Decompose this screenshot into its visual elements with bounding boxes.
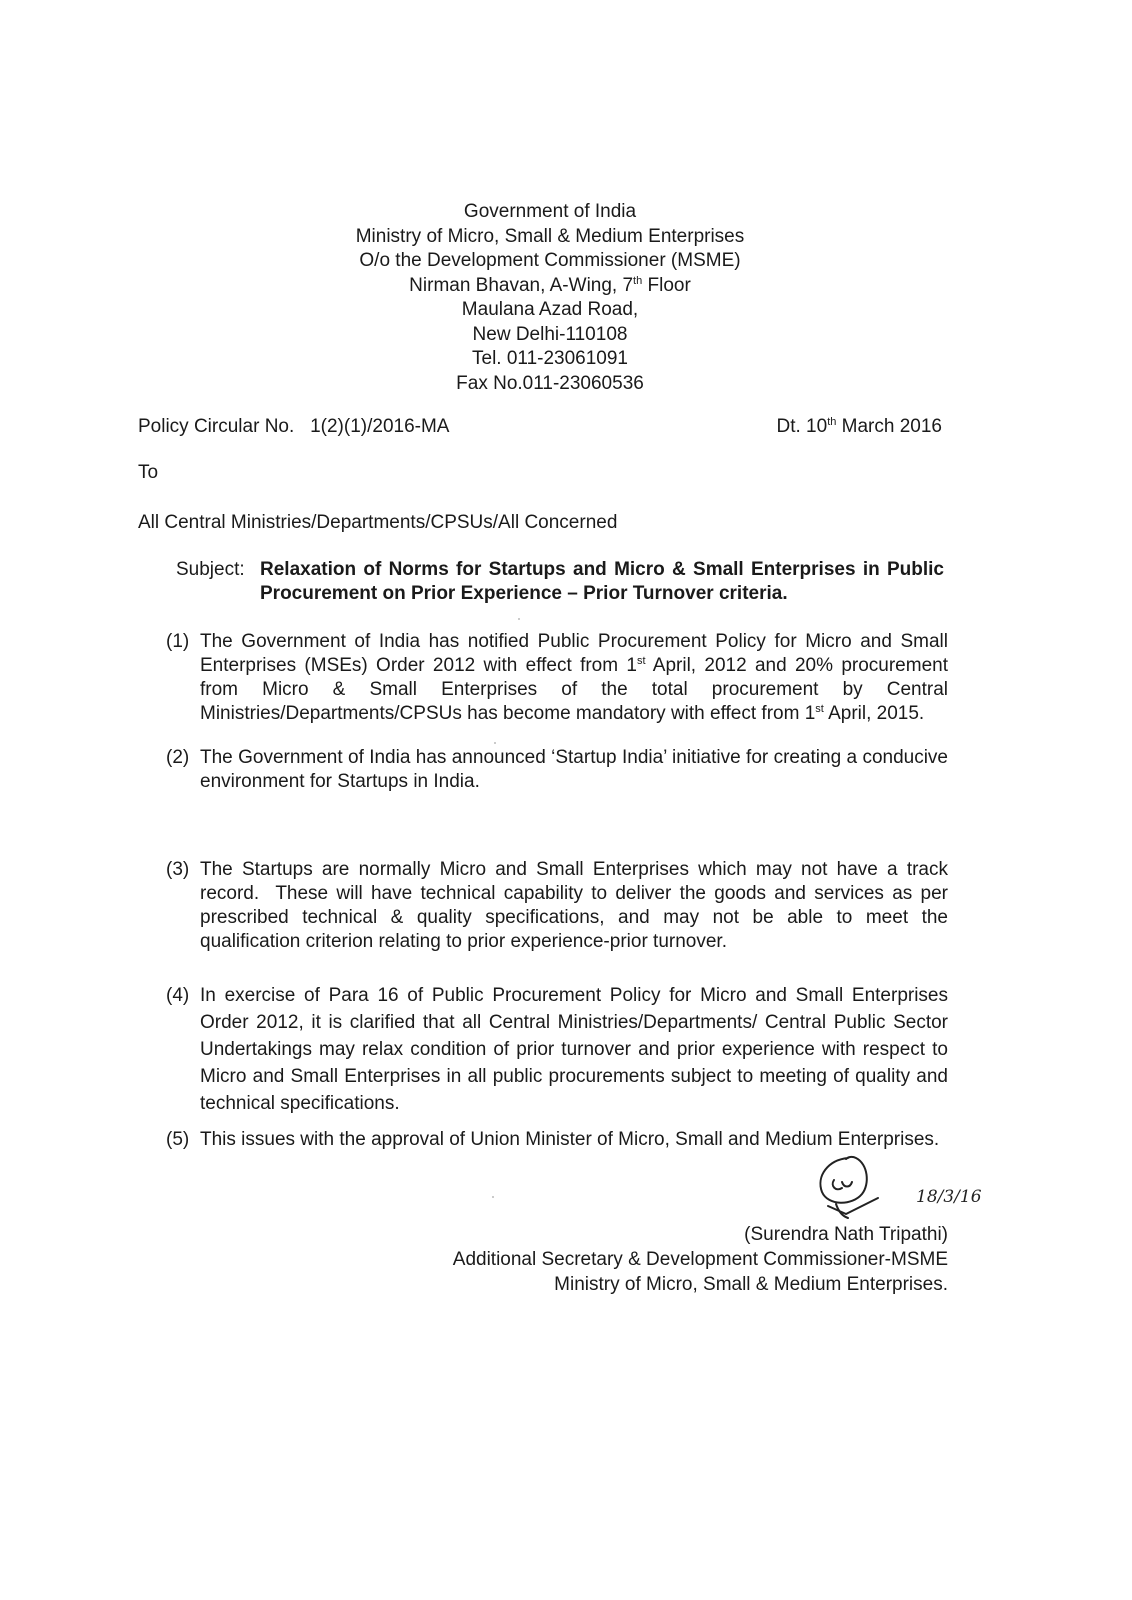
to-label: To [138,462,159,483]
date-month-year: March 2016 [836,416,942,437]
scan-speck [494,742,496,744]
paragraph-2 [166,746,948,794]
scan-speck [518,618,520,620]
paragraph-text: The Startups are normally Micro and Small Enterprises which may not have a track record. These will have technical capability to deliver the goods and services as per prescribed technical & quality specifications, and may not be able to meet the qualification criterion relating to prior experience-prior turnover. [200,859,954,952]
paragraph-text: This issues with the approval of Union Minister of Micro, Small and Medium Enterprises. [200,1129,940,1150]
paragraph-text [166,630,948,726]
signatory-designation: Additional Secretary & Development Commissioner-MSME [452,1249,948,1270]
letterhead-line: O/o the Development Commissioner (MSME) [359,250,741,271]
superscript: st [815,703,824,715]
letterhead-line [0,274,1100,299]
letterhead-line: Ministry of Micro, Small & Medium Enterprises [355,225,745,247]
subject-label: Subject: [176,559,245,580]
superscript: th [633,274,643,287]
superscript: th [827,416,837,428]
paragraph-number: (3) [166,859,190,880]
paragraph-1 [166,630,948,726]
letterhead-line: Fax No.011-23060536 [456,372,644,394]
recipients: All Central Ministries/Departments/CPSUs/All Concerned [138,512,618,533]
signatory-ministry: Ministry of Micro, Small & Medium Enterprises. [554,1274,948,1295]
signature-date: 18/3/16 [916,1187,982,1207]
subject-text: Relaxation of Norms for Startups and Micro & Small Enterprises in Public Procurement on Prior Experience – Prior Turnover criteria. [260,559,944,604]
handwritten-signature [808,1146,982,1226]
paragraph-3 [166,858,954,954]
paragraph-text: The Government of India has announced ‘Startup India’ initiative for creating a conducive environment for Startups in India. [200,747,948,792]
paragraph-text-part: April, 2015. [823,703,925,724]
address-floor-text: Nirman Bhavan, A-Wing, 7 [409,274,634,296]
letterhead-line: Government of India [463,201,637,222]
letterhead-line: New Delhi-110108 [472,323,628,345]
paragraph-number: (2) [166,747,190,768]
paragraph-text-part: April, 2012 and 20% procurement from Micro & Small Enterprises of the total procurement by Central Ministries/Departments/CPSUs has become mandatory with effect from 1 [200,655,948,724]
paragraph-text-part: The Government of India has notified Public Procurement Policy for Micro and Small Enterprises (MSEs) Order 2012 with effect from 1 [200,631,948,676]
address-floor-suffix: Floor [642,274,691,296]
circular-date [776,416,942,438]
letterhead [0,200,1100,396]
letterhead-line: Tel. 011-23061091 [472,348,628,369]
letterhead-line: Maulana Azad Road, [461,299,639,320]
superscript: st [636,655,646,667]
scan-speck [492,1196,494,1198]
signatory-block [453,1222,948,1297]
date-text: Dt. 10 [776,416,828,437]
paragraph-number: (1) [166,631,190,652]
signatory-name: (Surendra Nath Tripathi) [744,1224,948,1245]
subject-block [176,558,944,606]
paragraph-number: (5) [166,1129,190,1150]
paragraph-text: In exercise of Para 16 of Public Procurement Policy for Micro and Small Enterprises Order 2012, it is clarified that all Central Ministries/Departments/ Central Public Sector Undertakings may relax condition of prior turnover and prior experience with respect to Micro and Small Enterprises in all public procurements subject to meeting of quality and technical specifications. [200,985,948,1114]
paragraph-number: (4) [166,985,190,1006]
paragraph-4 [166,982,948,1117]
circular-number: Policy Circular No. 1(2)(1)/2016-MA [138,416,450,437]
